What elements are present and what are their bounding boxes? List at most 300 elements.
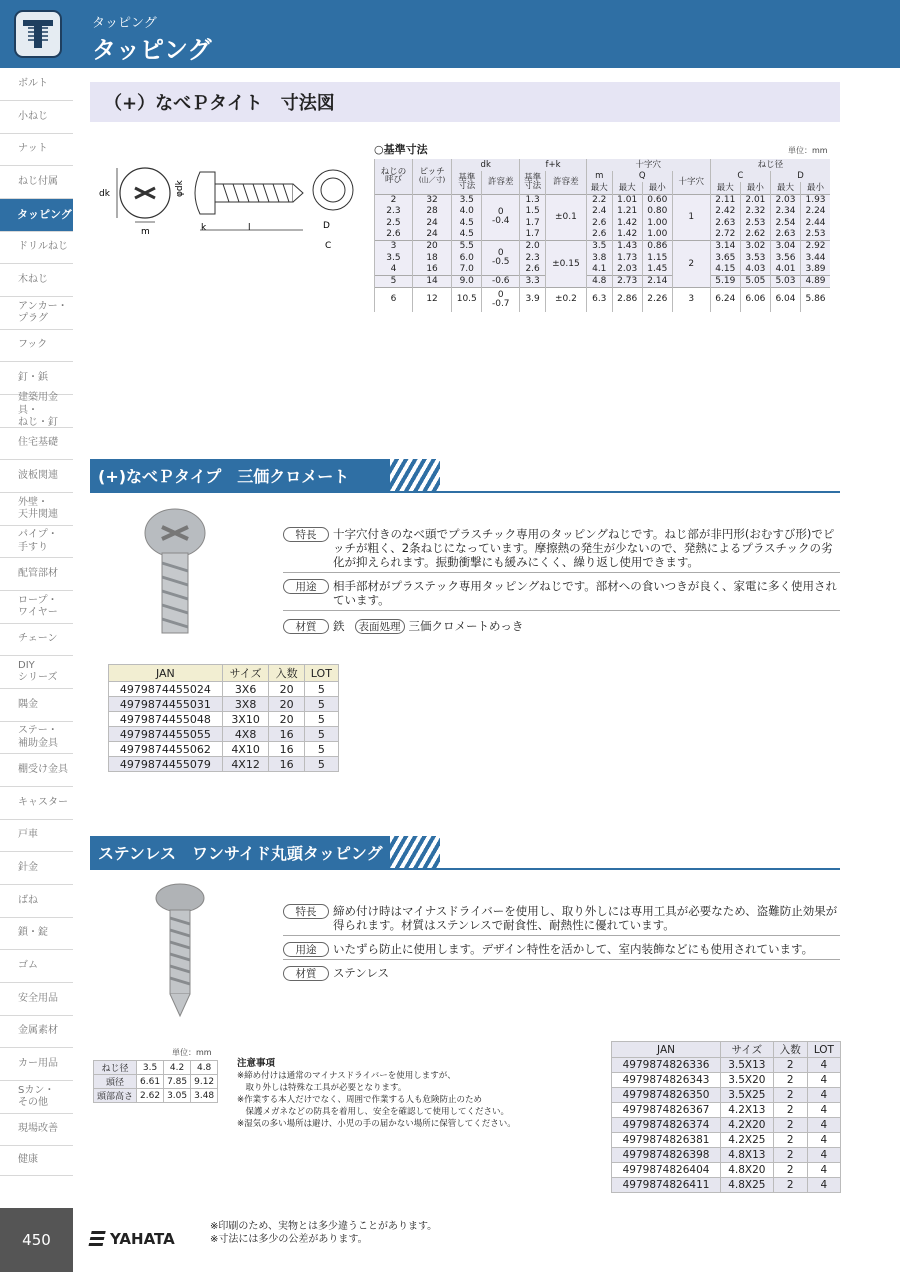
small-table-unit: 単位：mm xyxy=(172,1048,212,1057)
table-cell: 2.62 xyxy=(137,1089,164,1103)
table-cell: 2.3 xyxy=(520,253,546,265)
table-cell: 24 xyxy=(412,217,451,229)
table-cell: 5.05 xyxy=(740,276,770,288)
table-cell: 28 xyxy=(412,206,451,218)
brand-logo xyxy=(90,1230,175,1248)
table-cell: 2.92 xyxy=(801,241,830,253)
table-cell: 4.0 xyxy=(452,206,482,218)
table-header: 最大 xyxy=(770,182,800,194)
table-cell: 4 xyxy=(807,1073,840,1088)
table-cell: 2.53 xyxy=(740,217,770,229)
table-cell: 5 xyxy=(304,712,338,727)
dim-label-k: k xyxy=(201,223,207,233)
page-header xyxy=(0,0,900,68)
note-line: 保護メガネなどの防具を着用し、安全を確認して使用してください。 xyxy=(237,1107,510,1117)
table-cell: 10.5 xyxy=(452,288,482,312)
table-header: 入数 xyxy=(269,665,304,682)
material-text: 鉄 xyxy=(333,619,345,633)
table-cell: 1.00 xyxy=(642,229,672,241)
note-line: 取り外しは特殊な工具が必要となります。 xyxy=(237,1083,407,1093)
table-row[interactable] xyxy=(109,697,339,712)
table-cell: 4.2X13 xyxy=(721,1103,774,1118)
table-row[interactable] xyxy=(109,757,339,772)
table-cell: 4.2X20 xyxy=(721,1118,774,1133)
dim-label-m: m xyxy=(141,227,150,237)
table-cell: 1.3 xyxy=(520,194,546,206)
table-cell: 6.0 xyxy=(452,253,482,265)
table-cell: 5 xyxy=(375,276,413,288)
table-cell: 4 xyxy=(375,264,413,276)
note-line: ※作業する本人だけでなく、周囲で作業する人も危険防止のため xyxy=(237,1095,482,1105)
table-header: C xyxy=(710,171,770,183)
sidebar-item[interactable]: ねじ付属 xyxy=(0,166,73,199)
note-line: ※締め付けは通常のマイナスドライバーを使用しますが、 xyxy=(237,1071,456,1081)
table-cell: 7.0 xyxy=(452,264,482,276)
table-header: 基準 寸法 xyxy=(452,171,482,194)
table-cell: 1.5 xyxy=(520,206,546,218)
table-cell: 2 xyxy=(375,194,413,206)
table-cell: 16 xyxy=(269,757,304,772)
table-cell: 4.2X25 xyxy=(721,1133,774,1148)
table-cell: 4.01 xyxy=(770,264,800,276)
table-header: LOT xyxy=(304,665,338,682)
sidebar-item[interactable]: 鎖・錠 xyxy=(0,918,73,950)
table-header: 最小 xyxy=(642,182,672,194)
table-cell: 4979874455048 xyxy=(109,712,223,727)
table-cell: 2.54 xyxy=(770,217,800,229)
note-line: ※湿気の多い場所は避け、小児の手の届かない場所に保管してください。 xyxy=(237,1119,516,1129)
table-cell: 2.44 xyxy=(801,217,830,229)
table-cell: 1.00 xyxy=(642,217,672,229)
footer-notes xyxy=(210,1220,437,1246)
table-cell: 3.5 xyxy=(137,1061,164,1075)
table-cell: 6.24 xyxy=(710,288,740,312)
table-cell: 4 xyxy=(807,1178,840,1193)
table-header: (山／寸) xyxy=(418,176,446,185)
table-cell: 16 xyxy=(412,264,451,276)
sidebar-item[interactable]: 現場改善 xyxy=(0,1114,73,1146)
table-cell: 20 xyxy=(412,241,451,253)
table-header: 最小 xyxy=(740,182,770,194)
table-row[interactable] xyxy=(612,1088,841,1103)
table-cell: 3.14 xyxy=(710,241,740,253)
sidebar-item[interactable]: 棚受け金具 xyxy=(0,754,73,787)
table-header: f+k xyxy=(520,159,587,171)
table-cell: 2 xyxy=(773,1073,807,1088)
table-row[interactable] xyxy=(109,727,339,742)
table-cell: 4979874826374 xyxy=(612,1118,721,1133)
table-row[interactable] xyxy=(612,1163,841,1178)
table-header: サイズ xyxy=(222,665,269,682)
table-cell: 2.6 xyxy=(586,217,612,229)
footer-note: ※寸法には多少の公差があります。 xyxy=(210,1234,368,1245)
table-cell: 20 xyxy=(269,697,304,712)
surface-text: 三価クロメートめっき xyxy=(408,619,524,633)
table-cell: 4 xyxy=(807,1148,840,1163)
sidebar-item[interactable]: 金属素材 xyxy=(0,1016,73,1048)
table-header: Q xyxy=(612,171,672,183)
table-cell: 2.14 xyxy=(642,276,672,288)
table-cell: 4.8X13 xyxy=(721,1148,774,1163)
sidebar-item[interactable]: 隅金 xyxy=(0,689,73,722)
table-header: 最大 xyxy=(612,182,642,194)
sidebar-item[interactable]: ステー・ 補助金具 xyxy=(0,722,73,754)
table-cell: 4979874455055 xyxy=(109,727,223,742)
table-row xyxy=(94,1089,218,1103)
table-cell: 3 xyxy=(672,288,710,312)
table-cell: 2.6 xyxy=(520,264,546,276)
table-header: 許容差 xyxy=(545,171,586,194)
sidebar-item[interactable]: キャスター xyxy=(0,787,73,820)
sidebar-item[interactable]: 配管部材 xyxy=(0,558,73,591)
dim-label-phi-dk: φdk xyxy=(175,180,185,197)
table-cell: 4.8X20 xyxy=(721,1163,774,1178)
table-cell: 4979874826350 xyxy=(612,1088,721,1103)
table-cell: 14 xyxy=(412,276,451,288)
tag-feature: 特長 xyxy=(283,904,329,919)
table-cell: 1.93 xyxy=(801,194,830,206)
dimension-table xyxy=(374,159,830,312)
table-cell: 2 xyxy=(773,1088,807,1103)
table-cell: 1.21 xyxy=(612,206,642,218)
table-header: ねじ径 xyxy=(710,159,830,171)
table-cell: 3X8 xyxy=(222,697,269,712)
sidebar-item[interactable]: 住宅基礎 xyxy=(0,428,73,460)
table-row[interactable] xyxy=(612,1103,841,1118)
table-cell: 3.44 xyxy=(801,253,830,265)
table-cell: 4 xyxy=(807,1163,840,1178)
table-cell: 3.89 xyxy=(801,264,830,276)
table-row xyxy=(94,1061,218,1075)
feature-text: 締め付け時はマイナスドライバーを使用し、取り外しには専用工具が必要なため、盗難防止効果が得られます。材質はステンレスで耐食性、耐熱性に優れています。 xyxy=(333,904,838,932)
table-cell: 1.42 xyxy=(612,229,642,241)
table-cell: 3 xyxy=(375,241,413,253)
dim-label-C: C xyxy=(325,241,332,251)
table-cell: 2 xyxy=(773,1163,807,1178)
table-cell: 2 xyxy=(773,1148,807,1163)
sidebar-item[interactable]: ばね xyxy=(0,885,73,918)
table-cell: 4.8X25 xyxy=(721,1178,774,1193)
header-title: タッピング xyxy=(92,36,212,64)
table-header: 基準 寸法 xyxy=(520,171,546,194)
sidebar-item[interactable]: 針金 xyxy=(0,852,73,885)
tag-material: 材質 xyxy=(283,619,329,634)
section-title: ステンレス ワンサイド丸頭タッピング xyxy=(90,836,393,868)
table-header: m xyxy=(586,171,612,183)
table-cell: 6.61 xyxy=(137,1075,164,1089)
hatch-decoration xyxy=(390,459,440,491)
table-cell: 4 xyxy=(807,1133,840,1148)
table-cell: 4979874826404 xyxy=(612,1163,721,1178)
table-cell: 1.43 xyxy=(612,241,642,253)
screw-top-view xyxy=(117,168,170,222)
page-number: 450 xyxy=(0,1208,73,1272)
table-cell: 6.3 xyxy=(586,288,612,312)
page-title: （+）なべＰタイト 寸法図 xyxy=(90,82,840,122)
table-cell: 4979874826367 xyxy=(612,1103,721,1118)
table-cell: 32 xyxy=(412,194,451,206)
table-cell: 1.42 xyxy=(612,217,642,229)
screw-side-view xyxy=(195,172,303,230)
table-cell: 0.60 xyxy=(642,194,672,206)
table-cell: 2 xyxy=(773,1178,807,1193)
table-cell: 1.7 xyxy=(520,229,546,241)
table-header: JAN xyxy=(109,665,223,682)
table-cell: 2.6 xyxy=(586,229,612,241)
table-row[interactable] xyxy=(612,1058,841,1073)
table-cell: 4X12 xyxy=(222,757,269,772)
table-cell: 1.15 xyxy=(642,253,672,265)
table-cell: 4979874826336 xyxy=(612,1058,721,1073)
table-cell: 9.12 xyxy=(191,1075,218,1089)
table-cell: 3X10 xyxy=(222,712,269,727)
table-cell: 2.32 xyxy=(740,206,770,218)
table-cell: 1.45 xyxy=(642,264,672,276)
table-cell: 3.5X20 xyxy=(721,1073,774,1088)
table-cell: 0 -0.7 xyxy=(482,288,520,312)
table-header: 十字穴 xyxy=(586,159,710,171)
table-cell: 3.5 xyxy=(586,241,612,253)
sidebar-item[interactable]: 釘・鋲 xyxy=(0,362,73,395)
table-cell: 2.24 xyxy=(801,206,830,218)
sidebar-item[interactable]: フック xyxy=(0,330,73,362)
table-row[interactable] xyxy=(612,1148,841,1163)
table-cell: 4979874826381 xyxy=(612,1133,721,1148)
table-cell: 4 xyxy=(807,1088,840,1103)
table-cell: 20 xyxy=(269,712,304,727)
dim-table-unit: 単位：mm xyxy=(788,146,828,155)
table-header: 最大 xyxy=(710,182,740,194)
tapping-screw-logo-icon xyxy=(14,10,62,58)
tag-use: 用途 xyxy=(283,942,329,957)
table-header: LOT xyxy=(807,1042,840,1058)
footer-note: ※印刷のため、実物とは多少違うことがあります。 xyxy=(210,1221,438,1232)
sidebar-item[interactable]: カー用品 xyxy=(0,1048,73,1081)
table-cell: 2.63 xyxy=(710,217,740,229)
table-cell: 5 xyxy=(304,757,338,772)
table-cell: 4.5 xyxy=(452,217,482,229)
product-image-oneway-screw xyxy=(150,882,210,1022)
header-category: タッピング xyxy=(92,16,157,31)
table-cell: 4.1 xyxy=(586,264,612,276)
material-text: ステンレス xyxy=(333,966,390,980)
table-cell: 1.01 xyxy=(612,194,642,206)
table-cell: ±0.2 xyxy=(545,288,586,312)
table-cell: 2.0 xyxy=(520,241,546,253)
table-cell: 4.2 xyxy=(164,1061,191,1075)
sidebar-item[interactable]: 木ねじ xyxy=(0,264,73,297)
sidebar-item[interactable]: ナット xyxy=(0,134,73,166)
table-cell: 16 xyxy=(269,742,304,757)
table-cell: 2.3 xyxy=(375,206,413,218)
table-header: 入数 xyxy=(773,1042,807,1058)
sidebar-item[interactable]: ロープ・ ワイヤー xyxy=(0,591,73,624)
table-cell: 3X6 xyxy=(222,682,269,697)
table-cell: 4 xyxy=(807,1118,840,1133)
table-header xyxy=(412,159,451,194)
table-cell: 2 xyxy=(672,241,710,288)
tag-material: 材質 xyxy=(283,966,329,981)
table-cell: 4 xyxy=(807,1058,840,1073)
sidebar-item[interactable]: タッピング xyxy=(0,199,73,232)
table-cell: 2.2 xyxy=(586,194,612,206)
table-cell: 2.01 xyxy=(740,194,770,206)
sidebar-item[interactable]: Sカン・ その他 xyxy=(0,1081,73,1114)
section-bar-stainless xyxy=(90,836,840,870)
table-cell: 3.53 xyxy=(740,253,770,265)
sidebar-item[interactable]: チェーン xyxy=(0,624,73,656)
table-cell: 2 xyxy=(773,1118,807,1133)
table-cell: 3.48 xyxy=(191,1089,218,1103)
table-cell: 4979874826343 xyxy=(612,1073,721,1088)
table-row[interactable] xyxy=(109,712,339,727)
table-row[interactable] xyxy=(612,1073,841,1088)
sidebar-item[interactable]: 外壁・ 天井関連 xyxy=(0,493,73,526)
table-cell: 6 xyxy=(375,288,413,312)
table-cell: 12 xyxy=(412,288,451,312)
sidebar-item[interactable]: DIY シリーズ xyxy=(0,656,73,689)
screw-end-view xyxy=(313,170,353,210)
table-cell: 3.8 xyxy=(586,253,612,265)
table-cell: 16 xyxy=(269,727,304,742)
table-cell: ねじ径 xyxy=(94,1061,137,1075)
sidebar-item[interactable]: ボルト xyxy=(0,68,73,101)
table-row[interactable] xyxy=(109,742,339,757)
table-cell: 2 xyxy=(773,1133,807,1148)
sidebar-item[interactable]: ゴム xyxy=(0,950,73,983)
table-cell: 2 xyxy=(773,1058,807,1073)
table-cell: 2.73 xyxy=(612,276,642,288)
table-row[interactable] xyxy=(612,1118,841,1133)
table-cell: 9.0 xyxy=(452,276,482,288)
table-cell: 5 xyxy=(304,682,338,697)
product-table-chromate xyxy=(108,664,339,772)
sidebar-item[interactable]: パイプ・ 手すり xyxy=(0,526,73,558)
yahata-mark-icon xyxy=(88,1231,105,1247)
table-header: 許容差 xyxy=(482,171,520,194)
section-bar-chromate xyxy=(90,459,840,493)
table-header: dk xyxy=(452,159,520,171)
table-cell: 4979874455031 xyxy=(109,697,223,712)
table-cell: 2.53 xyxy=(801,229,830,241)
table-cell: 4979874826398 xyxy=(612,1148,721,1163)
table-cell: 4.15 xyxy=(710,264,740,276)
table-cell: 4.03 xyxy=(740,264,770,276)
table-cell: 頭径 xyxy=(94,1075,137,1089)
table-cell: ±0.1 xyxy=(545,194,586,241)
table-header: ピッチ xyxy=(419,166,445,177)
table-cell: 0 -0.5 xyxy=(482,241,520,276)
section-title: (+)なべＰタイプ 三価クロメート xyxy=(90,459,393,491)
table-header: 最大 xyxy=(586,182,612,194)
table-cell: 2.03 xyxy=(770,194,800,206)
dim-label-l: l xyxy=(248,223,251,233)
table-cell: -0.6 xyxy=(482,276,520,288)
sidebar-item[interactable]: 建築用金具・ ねじ・釘 xyxy=(0,395,73,428)
use-text: 相手部材がプラステック専用タッピングねじです。部材への食いつきが良く、家電に多く使用されています。 xyxy=(333,579,838,607)
table-cell: 5.5 xyxy=(452,241,482,253)
table-header: 十字穴 xyxy=(672,171,710,194)
table-cell: 2.26 xyxy=(642,288,672,312)
sidebar-item[interactable]: 安全用品 xyxy=(0,983,73,1016)
dim-label-dk: dk xyxy=(99,189,110,199)
sidebar-item[interactable]: 健康 xyxy=(0,1146,73,1176)
table-cell: 0 -0.4 xyxy=(482,194,520,241)
feature-text: 十字穴付きのなべ頭でプラスチック専用のタッピングねじです。ねじ部が非円形(おむすび形)でピッチが粗く、2条ねじになっています。摩擦熱の発生が少ないので、発熱によるプラスチックの劣化が抑えられます。振動衝撃にも緩みにくく、繰り返し使用できます。 xyxy=(333,527,835,569)
sidebar-item[interactable]: ドリルねじ xyxy=(0,232,73,264)
table-cell: 2.42 xyxy=(710,206,740,218)
table-cell: 4 xyxy=(807,1103,840,1118)
table-cell: 3.9 xyxy=(520,288,546,312)
table-cell: 3.5 xyxy=(452,194,482,206)
table-cell: 2.63 xyxy=(770,229,800,241)
table-cell: 3.02 xyxy=(740,241,770,253)
brand-name: YAHATA xyxy=(110,1230,175,1248)
table-cell: 3.56 xyxy=(770,253,800,265)
category-sidebar xyxy=(0,68,73,1208)
head-size-table xyxy=(93,1060,218,1103)
sidebar-item[interactable]: 小ねじ xyxy=(0,101,73,134)
tag-surface: 表面処理 xyxy=(355,619,405,634)
table-cell: 0.80 xyxy=(642,206,672,218)
table-cell: 20 xyxy=(269,682,304,697)
table-cell: 5 xyxy=(304,727,338,742)
sidebar-item[interactable]: アンカー・ プラグ xyxy=(0,297,73,330)
table-cell: 4X8 xyxy=(222,727,269,742)
table-cell: 1.7 xyxy=(520,217,546,229)
table-cell: 2.86 xyxy=(612,288,642,312)
tag-feature: 特長 xyxy=(283,527,329,542)
table-cell: 18 xyxy=(412,253,451,265)
table-row[interactable] xyxy=(109,682,339,697)
sidebar-item[interactable]: 波板関連 xyxy=(0,460,73,493)
table-cell: 頭部高さ xyxy=(94,1089,137,1103)
table-cell: 6.06 xyxy=(740,288,770,312)
table-row[interactable] xyxy=(612,1133,841,1148)
table-cell: 4979874455062 xyxy=(109,742,223,757)
sidebar-item[interactable]: 戸車 xyxy=(0,820,73,852)
table-cell: 2.4 xyxy=(586,206,612,218)
table-cell: 5.86 xyxy=(801,288,830,312)
dim-label-D: D xyxy=(323,221,330,231)
table-cell: 4.5 xyxy=(452,229,482,241)
table-cell: 1 xyxy=(672,194,710,241)
notes-title: 注意事項 xyxy=(237,1058,276,1069)
table-cell: 2.5 xyxy=(375,217,413,229)
table-cell: 2.72 xyxy=(710,229,740,241)
tag-use: 用途 xyxy=(283,579,329,594)
table-header: 最小 xyxy=(801,182,830,194)
table-cell: 7.85 xyxy=(164,1075,191,1089)
use-text: いたずら防止に使用します。デザイン特性を活かして、室内装飾などにも使用されています。 xyxy=(333,942,814,956)
table-row xyxy=(94,1075,218,1089)
table-cell: 4.8 xyxy=(586,276,612,288)
dim-table-caption: ○基準寸法 xyxy=(374,143,428,156)
table-cell: 5 xyxy=(304,742,338,757)
table-cell: 3.65 xyxy=(710,253,740,265)
table-cell: ±0.15 xyxy=(545,241,586,288)
table-cell: 5.03 xyxy=(770,276,800,288)
product-image-pan-p-screw xyxy=(140,505,210,645)
table-cell: 0.86 xyxy=(642,241,672,253)
table-cell: 2.03 xyxy=(612,264,642,276)
table-cell: 4.89 xyxy=(801,276,830,288)
table-header: JAN xyxy=(612,1042,721,1058)
table-row[interactable] xyxy=(612,1178,841,1193)
table-cell: 3.3 xyxy=(520,276,546,288)
table-cell: 2.6 xyxy=(375,229,413,241)
table-cell: 3.04 xyxy=(770,241,800,253)
